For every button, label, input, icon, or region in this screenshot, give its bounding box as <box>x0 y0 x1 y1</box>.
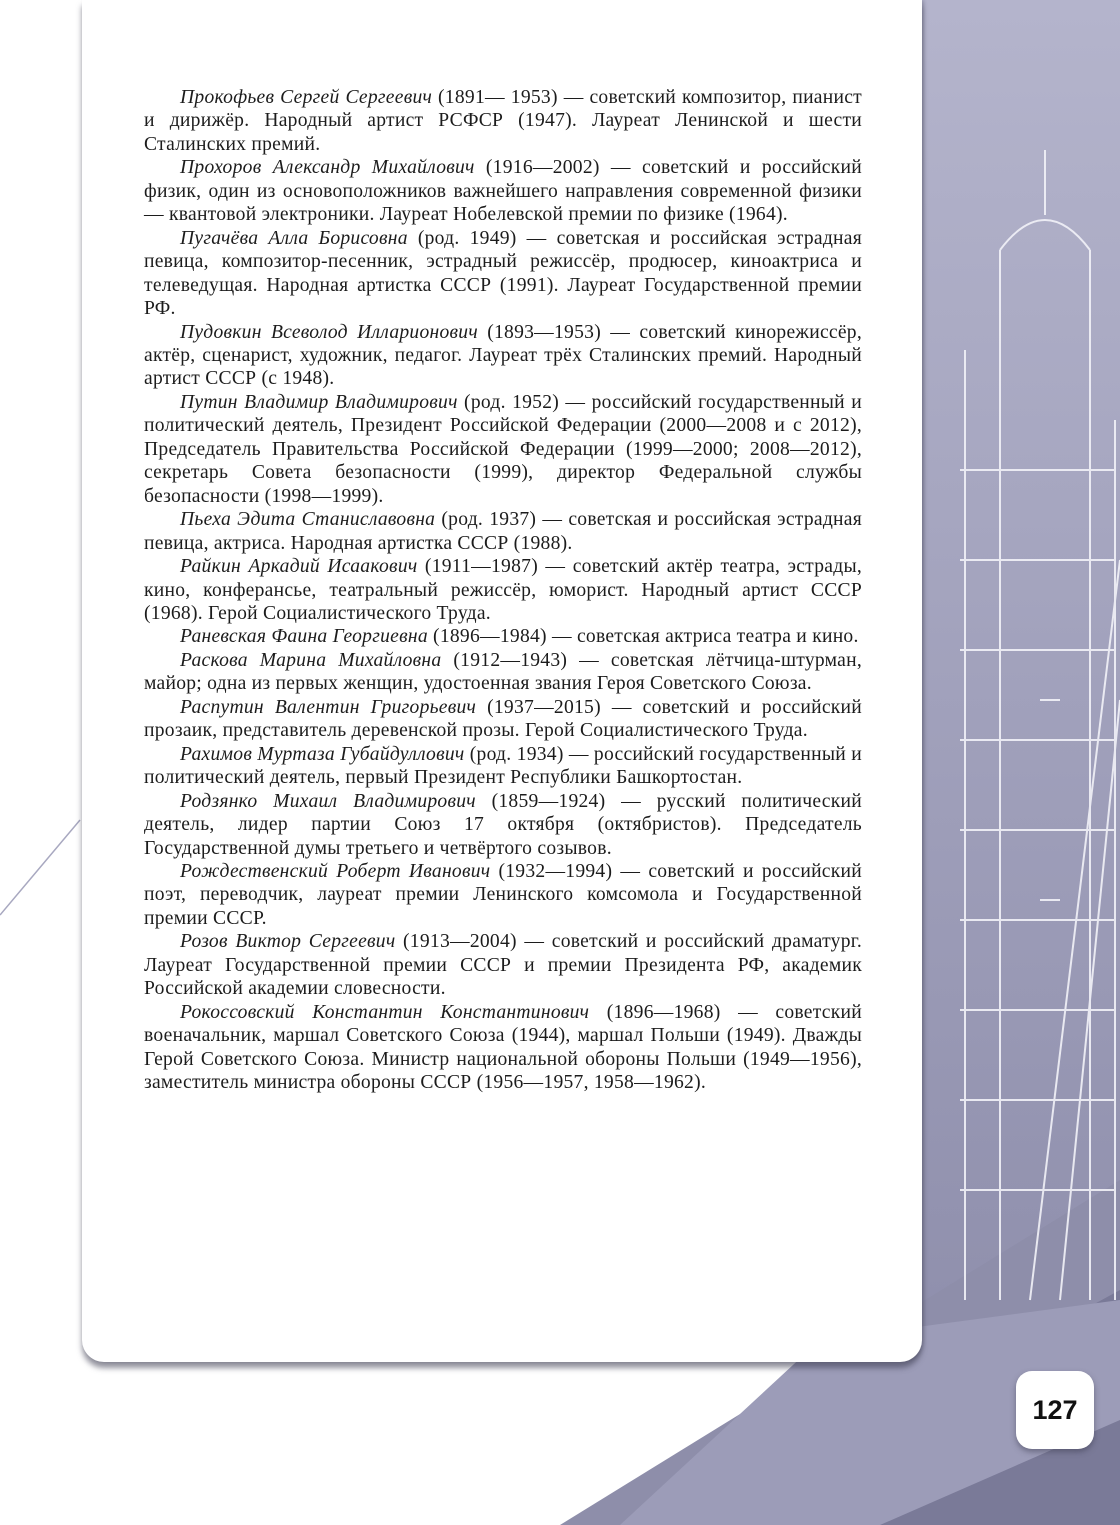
entry-name: Прокофьев Сергей Сергеевич <box>180 87 433 108</box>
entry <box>144 1001 862 1095</box>
entry <box>144 321 862 391</box>
entries-list <box>144 86 862 1094</box>
entry-text: (род. 1952) — российский государственный и политический деятель, Президент Российской Федерации (2000—2008 и с 2012), Председатель Правительства Российской Федерации (1999—2000; 2008—2012), секретарь Совета безопасности (1999), директор Федеральной службы безопасности (1998—1999). <box>144 391 863 507</box>
entry-text: (1896—1968) — советский военачальник, маршал Советского Союза (1944), маршал Польши (1949). Дважды Герой Советского Союза. Министр национальной обороны Польши (1949—1956), заместитель министра обороны СССР (1956—1957, 1958—1962). <box>144 1001 862 1094</box>
entry-name: Раскова Марина Михайловна <box>180 649 442 671</box>
entry <box>144 860 862 930</box>
entry <box>144 508 862 555</box>
entry-text: (1859—1924) — русский политический деятель, лидер партии Союз 17 октября (октябристов). Председатель Государственной думы третьего и четвёртого созывов. <box>144 790 862 859</box>
entry-name: Родзянко Михаил Владимирович <box>180 790 476 812</box>
entry-name: Путин Владимир Владимирович <box>180 391 458 413</box>
entry-name: Прохоров Александр Михайлович <box>180 157 475 179</box>
entry <box>144 227 862 321</box>
entry-name: Раневская Фаина Георгиевна <box>180 626 428 648</box>
entry-text: (род. 1934) — российский государственный и политический деятель, первый Президент Республики Башкортостан. <box>144 743 863 789</box>
page-number-badge <box>1016 1371 1094 1449</box>
entry <box>144 790 862 860</box>
entry-name: Пьеха Эдита Станиславовна <box>180 509 436 531</box>
entry-text: (1937—2015) — советский и российский прозаик, представитель деревенской прозы. Герой Социалистического Труда. <box>144 696 863 742</box>
entry-text: (1913—2004) — советский и российский драматург. Лауреат Государственной премии СССР и премии Президента РФ, академик Российской академии словесности. <box>144 931 862 1000</box>
entry-text: (1896—1984) — советская актриса театра и кино. <box>427 626 859 648</box>
entry <box>144 625 862 648</box>
entry-name: Райкин Аркадий Исаакович <box>180 556 418 578</box>
entry <box>144 930 862 1000</box>
entry-name: Рокоссовский Константин Константинович <box>180 1001 590 1023</box>
entry <box>144 86 862 156</box>
entry <box>144 696 862 743</box>
entry-name: Пугачёва Алла Борисовна <box>180 227 408 249</box>
entry-name: Пудовкин Всеволод Илларионович <box>180 321 478 343</box>
entry <box>144 649 862 696</box>
entry <box>144 743 862 790</box>
entry-name: Распутин Валентин Григорьевич <box>180 696 477 718</box>
entry-text: (1912—1943) — советская лётчица-штурман, майор; одна из первых женщин, удостоенная звания Героя Советского Союза. <box>144 649 862 695</box>
entry-name: Рахимов Муртаза Губайдуллович <box>180 743 465 765</box>
entry <box>144 555 862 625</box>
entry-name: Рождественский Роберт Иванович <box>180 860 491 882</box>
entry-text: (1911—1987) — советский актёр театра, эстрады, кино, конферансье, театральный режиссёр, юморист. Народный артист СССР (1968). Герой Социалистического Труда. <box>144 556 863 624</box>
entry <box>144 156 862 226</box>
entry-name: Розов Виктор Сергеевич <box>180 931 396 953</box>
entry <box>144 391 862 508</box>
entry-text: (1916—2002) — советский и российский физик, один из основоположников важнейшего направления современной физики — квантовой электроники. Лауреат Нобелевской премии по физике (1964). <box>144 157 862 226</box>
page-number: 127 <box>1032 1395 1078 1425</box>
entry-text: (1893—1953) — советский кинорежиссёр, актёр, сценарист, художник, педагог. Лауреат трёх Сталинских премий. Народный артист СССР (с 1948). <box>144 321 862 390</box>
entry-text: (род. 1949) — советская и российская эстрадная певица, композитор-песенник, эстрадный режиссёр, продюсер, киноактриса и телеведущая. Народная артистка СССР (1991). Лауреат Государственной премии РФ. <box>144 227 862 320</box>
entry-text: (1932—1994) — советский и российский поэт, переводчик, лауреат премии Ленинского комсомола и Государственной премии СССР. <box>144 860 862 929</box>
entry-text: (1891— 1953) — советский композитор, пианист и дирижёр. Народный артист РСФСР (1947). Лауреат Ленинской и шести Сталинских премий. <box>144 87 862 155</box>
entry-text: (род. 1937) — советская и российская эстрадная певица, актриса. Народная артистка СССР (1988). <box>144 509 862 554</box>
